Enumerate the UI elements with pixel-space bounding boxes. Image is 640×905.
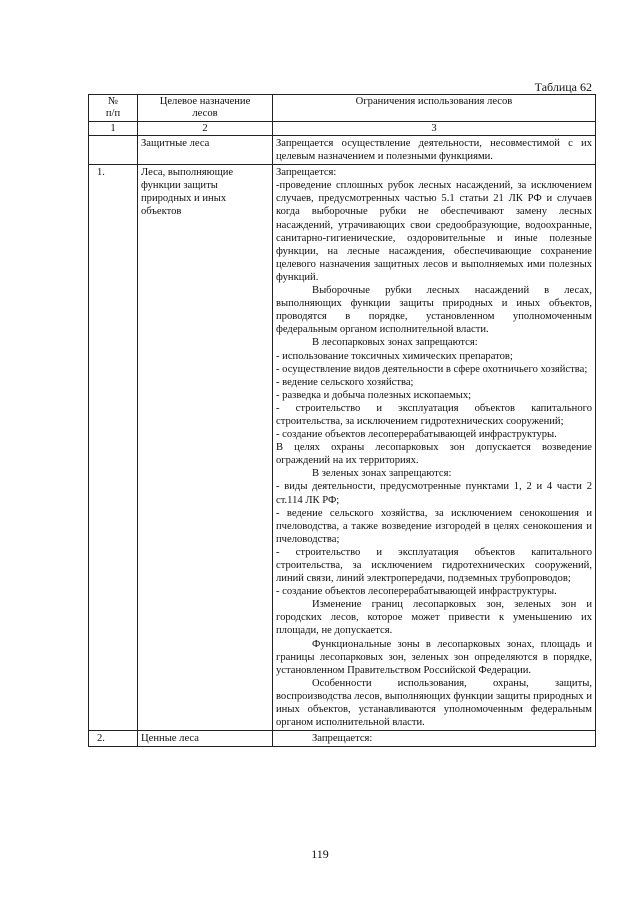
row1-paragraph: Выборочные рубки лесных насаждений в лесах, выполняющих функции защиты природных и иных объектов, проводятся в порядке, установленном уполномоченным федеральным органом исполнительной власти. (276, 285, 592, 336)
table-caption: Таблица 62 (534, 80, 592, 94)
header-col-restrictions (273, 95, 596, 122)
row0-text (273, 136, 596, 165)
row1-paragraph: В целях охраны лесопарковых зон допускается возведение ограждений на их территориях. (276, 442, 592, 467)
header-col-purpose-label: Целевое назначение лесов (159, 96, 251, 119)
header-col-purpose (138, 95, 273, 122)
row1-paragraph: - создание объектов лесоперерабатывающей инфраструктуры. (276, 586, 557, 598)
table-row-2 (89, 731, 596, 747)
row2-text (273, 731, 596, 747)
row2-name: Ценные леса (138, 731, 273, 747)
row0-paragraph: Запрещается осуществление деятельности, несовместимой с их целевым назначением и полезными функциями. (276, 138, 592, 163)
row1-paragraph: - ведение сельского хозяйства, за исключением сенокошения и пчеловодства, а также возведение изгородей в целях сенокошения и пчеловодства; (276, 507, 592, 545)
row0-number (89, 136, 138, 165)
row1-paragraph: Изменение границ лесопарковых зон, зеленых зон и городских лесов, которое может привести к уменьшению их площади, не допускается. (276, 599, 592, 637)
row1-paragraph: - осуществление видов деятельности в сфере охотничьего хозяйства; (276, 363, 588, 375)
row1-paragraph: Запрещается: (276, 167, 337, 179)
row0-name: Защитные леса (138, 136, 273, 165)
row1-name: Леса, выполняющие функции защиты природных и иных объектов (138, 165, 273, 731)
row1-paragraph: В лесопарковых зонах запрещаются: (312, 337, 478, 349)
row1-paragraph: - создание объектов лесоперерабатывающей инфраструктуры. (276, 429, 557, 441)
header-col-number (89, 95, 138, 122)
restrictions-table (88, 94, 596, 747)
row2-number: 2. (89, 731, 138, 747)
row2-paragraph: Запрещается: (312, 733, 373, 745)
row1-paragraph: - виды деятельности, предусмотренные пунктами 1, 2 и 4 части 2 ст.114 ЛК РФ; (276, 481, 592, 506)
row1-paragraph: - строительство и эксплуатация объектов капитального строительства, за исключением гидротехнических сооружений, линий связи, линий электропередачи, подземных трубопроводов; (276, 546, 592, 585)
table-header-row (89, 95, 596, 122)
table-row-1 (89, 165, 596, 731)
row1-paragraph: -проведение сплошных рубок лесных насаждений, за исключением случаев, предусмотренных частью 5.1 статьи 21 ЛК РФ и случаев когда выборочные рубки не обеспечивают замену лесных насаждений, утрачивающих свои средообразующие, водоохранные, санитарно-гигиенические, оздоровительные и иные полезные функции, на лесные насаждения, обеспечивающие сохранение целевого назначения защитных лесов и выполняемых ими полезных функций. (276, 180, 592, 283)
row1-paragraph: - строительство и эксплуатация объектов капитального строительства, за исключением гидротехнических сооружений; (276, 402, 592, 427)
row1-paragraph: Функциональные зоны в лесопарковых зонах, площадь и границы лесопарковых зон, зеленых зон определяются в порядке, установленном Правительством Российской Федерации. (276, 638, 592, 676)
row1-paragraph: - разведка и добыча полезных ископаемых; (276, 389, 472, 401)
row1-paragraph: - использование токсичных химических препаратов; (276, 350, 513, 362)
column-numbers-row (89, 122, 596, 136)
colnum-3: 3 (273, 122, 596, 136)
row1-paragraph: - ведение сельского хозяйства; (276, 376, 414, 388)
colnum-1: 1 (89, 122, 138, 136)
header-col-restrictions-label: Ограничения использования лесов (355, 96, 513, 107)
row1-paragraph: В зеленых зонах запрещаются: (312, 468, 452, 480)
colnum-2: 2 (138, 122, 273, 136)
header-col-number-label: № п/п (105, 96, 121, 119)
page-number: 119 (311, 847, 329, 861)
row1-text (273, 165, 596, 731)
row1-paragraph: Особенности использования, охраны, защиты, воспроизводства лесов, выполняющих функции защиты природных и иных объектов, устанавливаются уполномоченным федеральным органом исполнительной власти. (276, 677, 592, 729)
table-row-protective (89, 136, 596, 165)
row1-number: 1. (89, 165, 138, 731)
